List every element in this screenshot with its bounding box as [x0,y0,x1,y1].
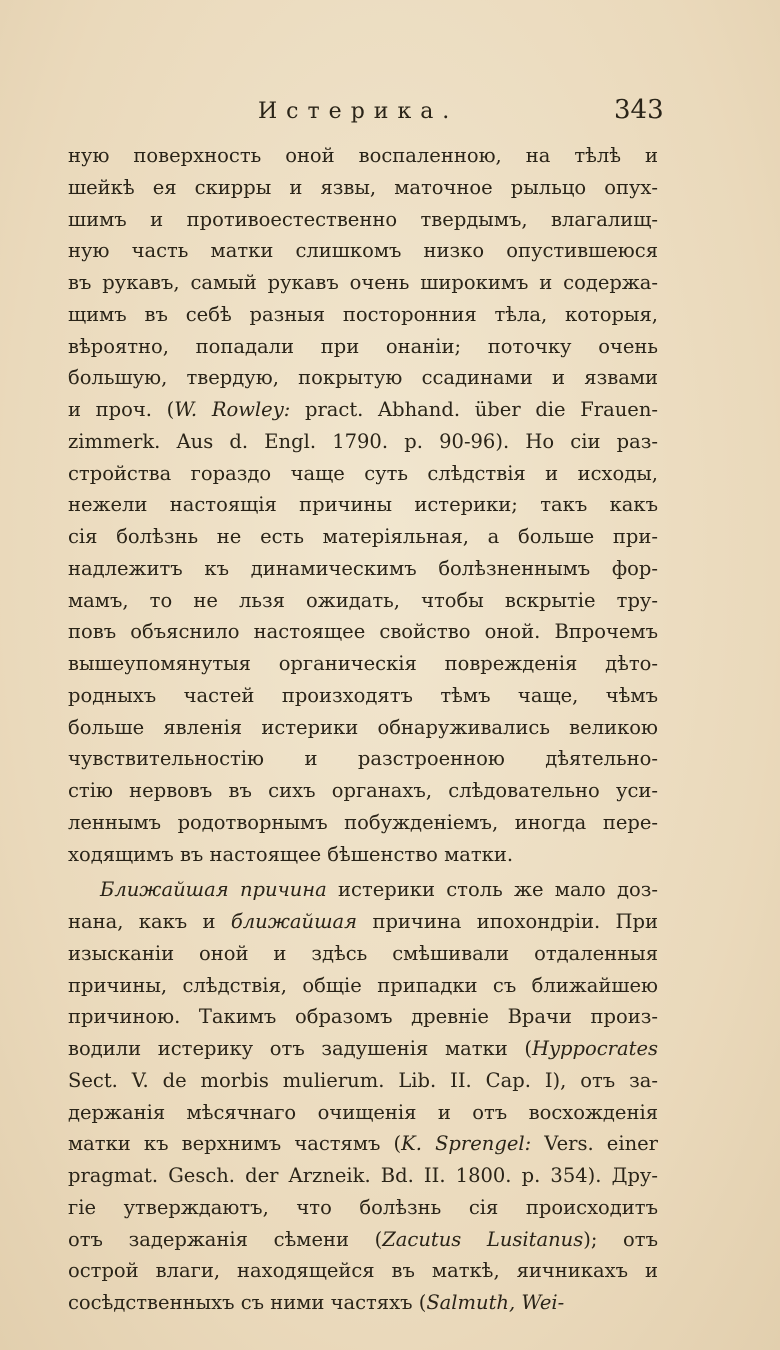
text-line [68,839,658,871]
text-segment: матки къ верхнимъ частямъ ( [68,1132,402,1156]
text-segment: pragmat. Gesch. der Arzneik. Bd. II. 1800. p. 354). Дру- [68,1164,658,1187]
page-number: 343 [614,95,664,125]
text-segment: стройства гораздо чаще суть слѣдствія и исходы, [68,461,658,485]
text-line [68,299,658,331]
text-line [68,458,658,490]
text-segment: zimmerk. Aus d. Engl. 1790. p. 90-96). Но сіи раз- [68,429,658,453]
text-segment: ную часть матки слишкомъ низко опустившеюся [68,239,658,263]
text-segment: повъ объяснило настоящее свойство оной. Впрочемъ [68,620,658,644]
text-segment: вышеупомянутыя органическія поврежденія дѣто- [68,652,658,675]
text-line [68,489,658,521]
text-segment: надлежитъ къ динамическимъ болѣзненнымъ фор- [68,556,658,580]
text-segment: pract. Abhand. über die Frauen- [290,398,658,421]
text-segment: гіе утверждаютъ, что болѣзнь сія происходитъ [68,1195,658,1219]
italic-text: K. Sprengel: [401,1132,532,1156]
text-segment: въ рукавъ, самый рукавъ очень широкимъ и содержа- [68,271,658,294]
running-head [0,95,780,135]
text-segment: большую, твердую, покрытую ссадинами и язвами [68,366,658,390]
text-line [68,1255,658,1287]
text-segment: нежели настоящія причины истерики; такъ какъ [68,493,658,517]
text-segment: водили истерику отъ задушенія матки ( [68,1037,533,1060]
text-segment: щимъ въ себѣ разныя посторонния тѣла, которыя, [68,302,658,326]
text-line [68,235,658,267]
text-line [68,267,658,299]
text-segment: сія болѣзнь не есть матеріяльная, а больше при- [68,525,658,548]
text-segment: ную поверхность оной воспаленною, на тѣлѣ и [68,144,658,167]
text-segment: нана, какъ и [68,910,231,933]
text-line [68,172,658,204]
italic-text: Zacutus Lusitanus [382,1227,584,1251]
text-line [68,1224,658,1256]
text-line [68,394,658,426]
text-line [68,874,658,906]
body-text [68,140,658,1319]
text-line [68,970,658,1002]
italic-text: Hyppocrates [532,1037,658,1060]
text-line [68,1033,658,1065]
text-line [68,521,658,553]
text-segment: сосѣдственныхъ съ ними частяхъ ( [68,1291,427,1314]
text-line [68,585,658,617]
text-line [68,616,658,648]
text-line [68,648,658,680]
text-line [68,1128,658,1160]
text-segment: держанія мѣсячнаго очищенія и отъ восхожденія [68,1100,658,1124]
text-line [68,807,658,839]
paragraph [68,140,658,870]
running-head-title: Истерика. [258,99,459,124]
text-segment: ходящимъ въ настоящее бѣшенство матки. [68,842,514,866]
text-segment: родныхъ частей произходятъ тѣмъ чаще, чѣмъ [68,683,658,707]
italic-text: Ближайшая причина [100,878,327,902]
text-line [68,1160,658,1192]
text-line [68,938,658,970]
text-segment: острой влаги, находящейся въ маткѣ, яичникахъ и [68,1259,658,1283]
text-line [68,426,658,458]
text-line [68,1001,658,1033]
text-line [68,140,658,172]
text-segment: причины, слѣдствія, общіе припадки съ ближайшею [68,973,658,997]
text-line [68,712,658,744]
text-line [68,362,658,394]
text-segment: изысканіи оной и здѣсь смѣшивали отдаленныя [68,941,658,965]
italic-text: W. Rowley: [174,398,291,421]
text-segment: вѣроятно, попадали при онаніи; поточку очень [68,334,658,358]
text-segment: мамъ, то не льзя ожидать, чтобы вскрытіе тру- [68,588,658,612]
text-segment: и проч. ( [68,398,175,421]
text-segment: чувствительностію и разстроенною дѣятельно- [68,747,658,771]
text-line [68,906,658,938]
text-line [68,331,658,363]
text-segment: стію нервовъ въ сихъ органахъ, слѣдовательно уси- [68,779,658,802]
text-segment: истерики столь же мало доз- [326,878,658,902]
text-line [68,680,658,712]
text-segment: шимъ и противоестественно твердымъ, влагалищ- [68,207,658,231]
text-segment: Sect. V. de morbis mulierum. Lib. II. Cap. I), отъ за- [68,1068,658,1092]
text-line [68,204,658,236]
text-line [68,775,658,807]
text-segment: ); отъ [583,1227,658,1251]
italic-text: Salmuth, Wei- [426,1291,565,1314]
text-segment: отъ задержанія сѣмени ( [68,1227,383,1251]
text-segment: больше явленія истерики обнаруживались великою [68,715,658,739]
text-line [68,553,658,585]
text-segment: причина ипохондріи. При [357,910,658,933]
text-segment: леннымъ родотворнымъ побужденіемъ, иногда пере- [68,810,658,834]
text-line [68,1287,658,1319]
text-line [68,743,658,775]
italic-text: ближайшая [230,910,358,933]
text-line [68,1097,658,1129]
paragraph [68,874,658,1319]
text-line [68,1065,658,1097]
text-segment: Vers. einer [531,1132,658,1156]
text-line [68,1192,658,1224]
text-segment: причиною. Такимъ образомъ древніе Врачи произ- [68,1005,658,1029]
text-segment: шейкѣ ея скирры и язвы, маточное рыльцо опух- [68,175,658,199]
